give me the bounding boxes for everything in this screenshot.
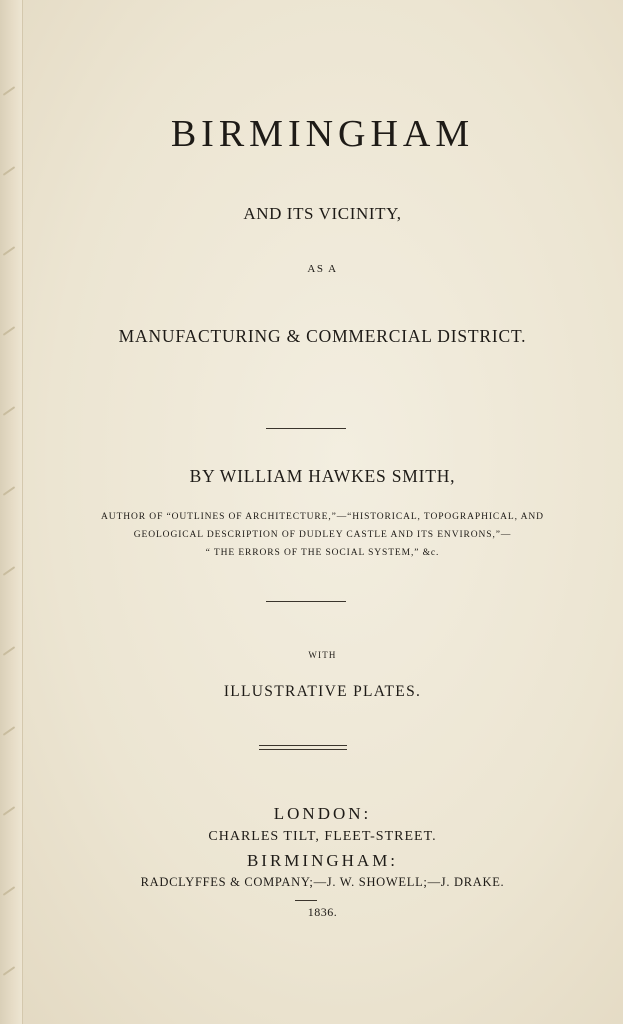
- divider-rule: [266, 428, 346, 429]
- author-credits: [22, 508, 623, 562]
- with-label: WITH: [308, 650, 337, 660]
- credit-line: GEOLOGICAL DESCRIPTION OF DUDLEY CASTLE AND ITS ENVIRONS,”—: [133, 530, 512, 540]
- page-title: BIRMINGHAM: [170, 113, 475, 155]
- book-spine-edge: [0, 0, 23, 1024]
- binding-stitch: [3, 646, 16, 656]
- binding-stitch: [3, 566, 16, 576]
- binding-stitch: [3, 486, 16, 496]
- publication-year: 1836.: [307, 905, 338, 919]
- binding-stitch: [3, 326, 16, 336]
- binding-stitch: [3, 966, 16, 976]
- binding-stitch: [3, 86, 16, 96]
- imprint-birmingham: BIRMINGHAM:: [246, 851, 399, 870]
- double-rule-bottom: [259, 749, 347, 750]
- subtitle: AND ITS VICINITY,: [243, 204, 402, 223]
- binding-stitch: [3, 406, 16, 416]
- binding-stitch: [3, 166, 16, 176]
- double-rule-top: [259, 745, 347, 746]
- imprint-london-publisher: CHARLES TILT, FLEET-STREET.: [208, 829, 437, 844]
- subtitle-connector: AS A: [307, 263, 338, 275]
- binding-stitch: [3, 246, 16, 256]
- plates-label: ILLUSTRATIVE PLATES.: [223, 683, 422, 700]
- binding-stitch: [3, 806, 16, 816]
- imprint-birmingham-publishers: RADCLYFFES & COMPANY;—J. W. SHOWELL;—J. DRAKE.: [140, 875, 505, 889]
- district-subtitle: MANUFACTURING & COMMERCIAL DISTRICT.: [118, 326, 527, 346]
- author-byline: BY WILLIAM HAWKES SMITH,: [189, 466, 456, 486]
- binding-stitch: [3, 726, 16, 736]
- credit-line: AUTHOR OF “OUTLINES OF ARCHITECTURE,”—“HISTORICAL, TOPOGRAPHICAL, AND: [101, 512, 544, 522]
- binding-stitch: [3, 886, 16, 896]
- imprint-london: LONDON:: [273, 804, 372, 823]
- year-rule: [295, 900, 317, 901]
- credit-line: “ THE ERRORS OF THE SOCIAL SYSTEM,” &c.: [205, 548, 440, 558]
- divider-rule: [266, 601, 346, 602]
